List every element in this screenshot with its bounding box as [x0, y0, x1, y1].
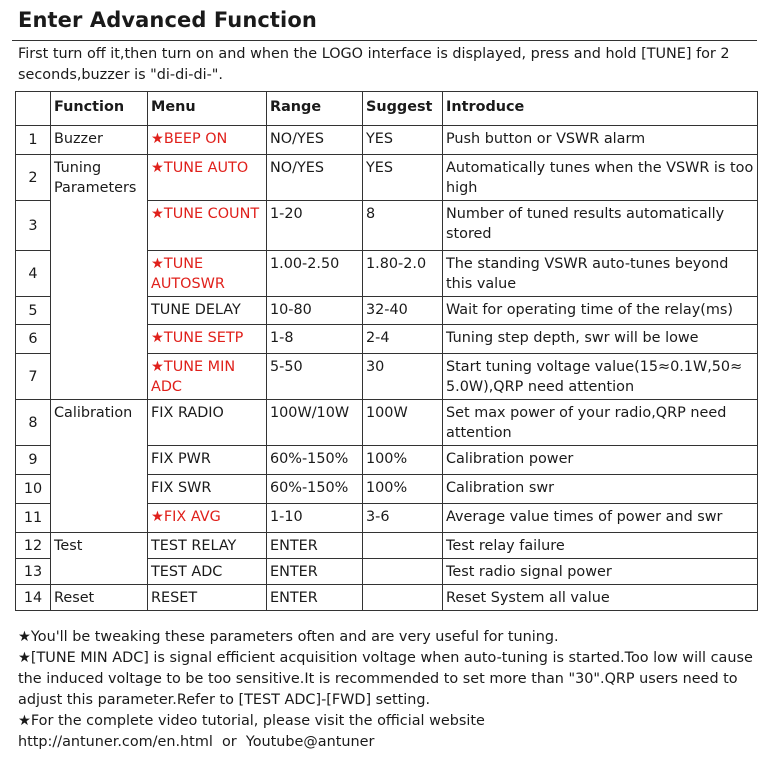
- suggest-cell: [363, 533, 443, 559]
- menu-cell: ★FIX AVG: [148, 504, 267, 533]
- introduce-cell: Push button or VSWR alarm: [443, 126, 758, 155]
- row-num: 4: [16, 251, 51, 297]
- range-cell: ENTER: [267, 559, 363, 585]
- function-cell: Test: [51, 533, 148, 585]
- suggest-cell: YES: [363, 126, 443, 155]
- header-function: Function: [51, 92, 148, 126]
- function-cell: Reset: [51, 585, 148, 611]
- row-num: 14: [16, 585, 51, 611]
- function-cell: Calibration: [51, 400, 148, 533]
- header-num: [16, 92, 51, 126]
- menu-cell: FIX RADIO: [148, 400, 267, 446]
- range-cell: ENTER: [267, 533, 363, 559]
- row-num: 13: [16, 559, 51, 585]
- table-row: [16, 126, 758, 155]
- row-num: 5: [16, 297, 51, 325]
- intro-text: First turn off it,then turn on and when the LOGO interface is displayed, press and hold [TUNE] for 2 seconds,buzzer is "di-di-di-".: [18, 46, 730, 83]
- introduce-cell: The standing VSWR auto-tunes beyond this value: [443, 251, 758, 297]
- introduce-cell: Test relay failure: [443, 533, 758, 559]
- menu-cell: ★TUNE MIN ADC: [148, 354, 267, 400]
- header-menu: Menu: [148, 92, 267, 126]
- suggest-cell: [363, 559, 443, 585]
- introduce-cell: Number of tuned results automatically stored: [443, 201, 758, 251]
- menu-cell: ★TUNE AUTO: [148, 155, 267, 201]
- introduce-cell: Average value times of power and swr: [443, 504, 758, 533]
- menu-cell: FIX SWR: [148, 475, 267, 504]
- suggest-cell: 100%: [363, 475, 443, 504]
- introduce-cell: Automatically tunes when the VSWR is too high: [443, 155, 758, 201]
- suggest-cell: 3-6: [363, 504, 443, 533]
- footnote-links: http://antuner.com/en.html or Youtube@antuner: [18, 734, 375, 750]
- page-title: Enter Advanced Function: [18, 8, 317, 32]
- menu-cell: ★BEEP ON: [148, 126, 267, 155]
- advanced-function-table: [15, 91, 758, 611]
- menu-cell: RESET: [148, 585, 267, 611]
- menu-cell: TEST ADC: [148, 559, 267, 585]
- header-range: Range: [267, 92, 363, 126]
- row-num: 3: [16, 201, 51, 251]
- row-num: 7: [16, 354, 51, 400]
- row-num: 8: [16, 400, 51, 446]
- range-cell: 1-10: [267, 504, 363, 533]
- suggest-cell: 100W: [363, 400, 443, 446]
- suggest-cell: [363, 585, 443, 611]
- function-cell: Tuning Parameters: [51, 155, 148, 400]
- menu-cell: FIX PWR: [148, 446, 267, 475]
- range-cell: ENTER: [267, 585, 363, 611]
- range-cell: 10-80: [267, 297, 363, 325]
- header-suggest: Suggest: [363, 92, 443, 126]
- row-num: 2: [16, 155, 51, 201]
- range-cell: 60%-150%: [267, 446, 363, 475]
- introduce-cell: Test radio signal power: [443, 559, 758, 585]
- suggest-cell: 8: [363, 201, 443, 251]
- range-cell: 100W/10W: [267, 400, 363, 446]
- menu-cell: ★TUNE COUNT: [148, 201, 267, 251]
- range-cell: 1.00-2.50: [267, 251, 363, 297]
- menu-cell: ★TUNE SETP: [148, 325, 267, 354]
- range-cell: NO/YES: [267, 126, 363, 155]
- menu-cell: ★TUNE AUTOSWR: [148, 251, 267, 297]
- footnote: ★You'll be tweaking these parameters often and are very useful for tuning.: [18, 629, 559, 645]
- row-num: 11: [16, 504, 51, 533]
- row-num: 10: [16, 475, 51, 504]
- table-header-row: [16, 92, 758, 126]
- suggest-cell: YES: [363, 155, 443, 201]
- introduce-cell: Calibration swr: [443, 475, 758, 504]
- suggest-cell: 100%: [363, 446, 443, 475]
- introduce-cell: Start tuning voltage value(15≈0.1W,50≈ 5.0W),QRP need attention: [443, 354, 758, 400]
- suggest-cell: 2-4: [363, 325, 443, 354]
- table-row: [16, 155, 758, 201]
- function-cell: Buzzer: [51, 126, 148, 155]
- introduce-cell: Wait for operating time of the relay(ms): [443, 297, 758, 325]
- range-cell: NO/YES: [267, 155, 363, 201]
- introduce-cell: Tuning step depth, swr will be lowe: [443, 325, 758, 354]
- range-cell: 1-8: [267, 325, 363, 354]
- footnotes: [18, 627, 753, 753]
- introduce-cell: Reset System all value: [443, 585, 758, 611]
- introduce-cell: Set max power of your radio,QRP need attention: [443, 400, 758, 446]
- suggest-cell: 1.80-2.0: [363, 251, 443, 297]
- introduce-cell: Calibration power: [443, 446, 758, 475]
- suggest-cell: 32-40: [363, 297, 443, 325]
- suggest-cell: 30: [363, 354, 443, 400]
- range-cell: 1-20: [267, 201, 363, 251]
- table-row: [16, 400, 758, 446]
- menu-cell: TEST RELAY: [148, 533, 267, 559]
- title-divider: [12, 40, 757, 41]
- footnote: ★[TUNE MIN ADC] is signal efficient acquisition voltage when auto-tuning is started.Too low will cause the induced voltage to be too sensitive.It is recommended to set more than "30".QRP users need to adjust this parameter.Refer to [TEST ADC]-[FWD] setting.: [18, 650, 753, 708]
- row-num: 9: [16, 446, 51, 475]
- range-cell: 60%-150%: [267, 475, 363, 504]
- row-num: 12: [16, 533, 51, 559]
- row-num: 1: [16, 126, 51, 155]
- table-row: [16, 585, 758, 611]
- menu-cell: TUNE DELAY: [148, 297, 267, 325]
- table-row: [16, 533, 758, 559]
- range-cell: 5-50: [267, 354, 363, 400]
- row-num: 6: [16, 325, 51, 354]
- footnote: ★For the complete video tutorial, please visit the official website: [18, 713, 485, 729]
- header-introduce: Introduce: [443, 92, 758, 126]
